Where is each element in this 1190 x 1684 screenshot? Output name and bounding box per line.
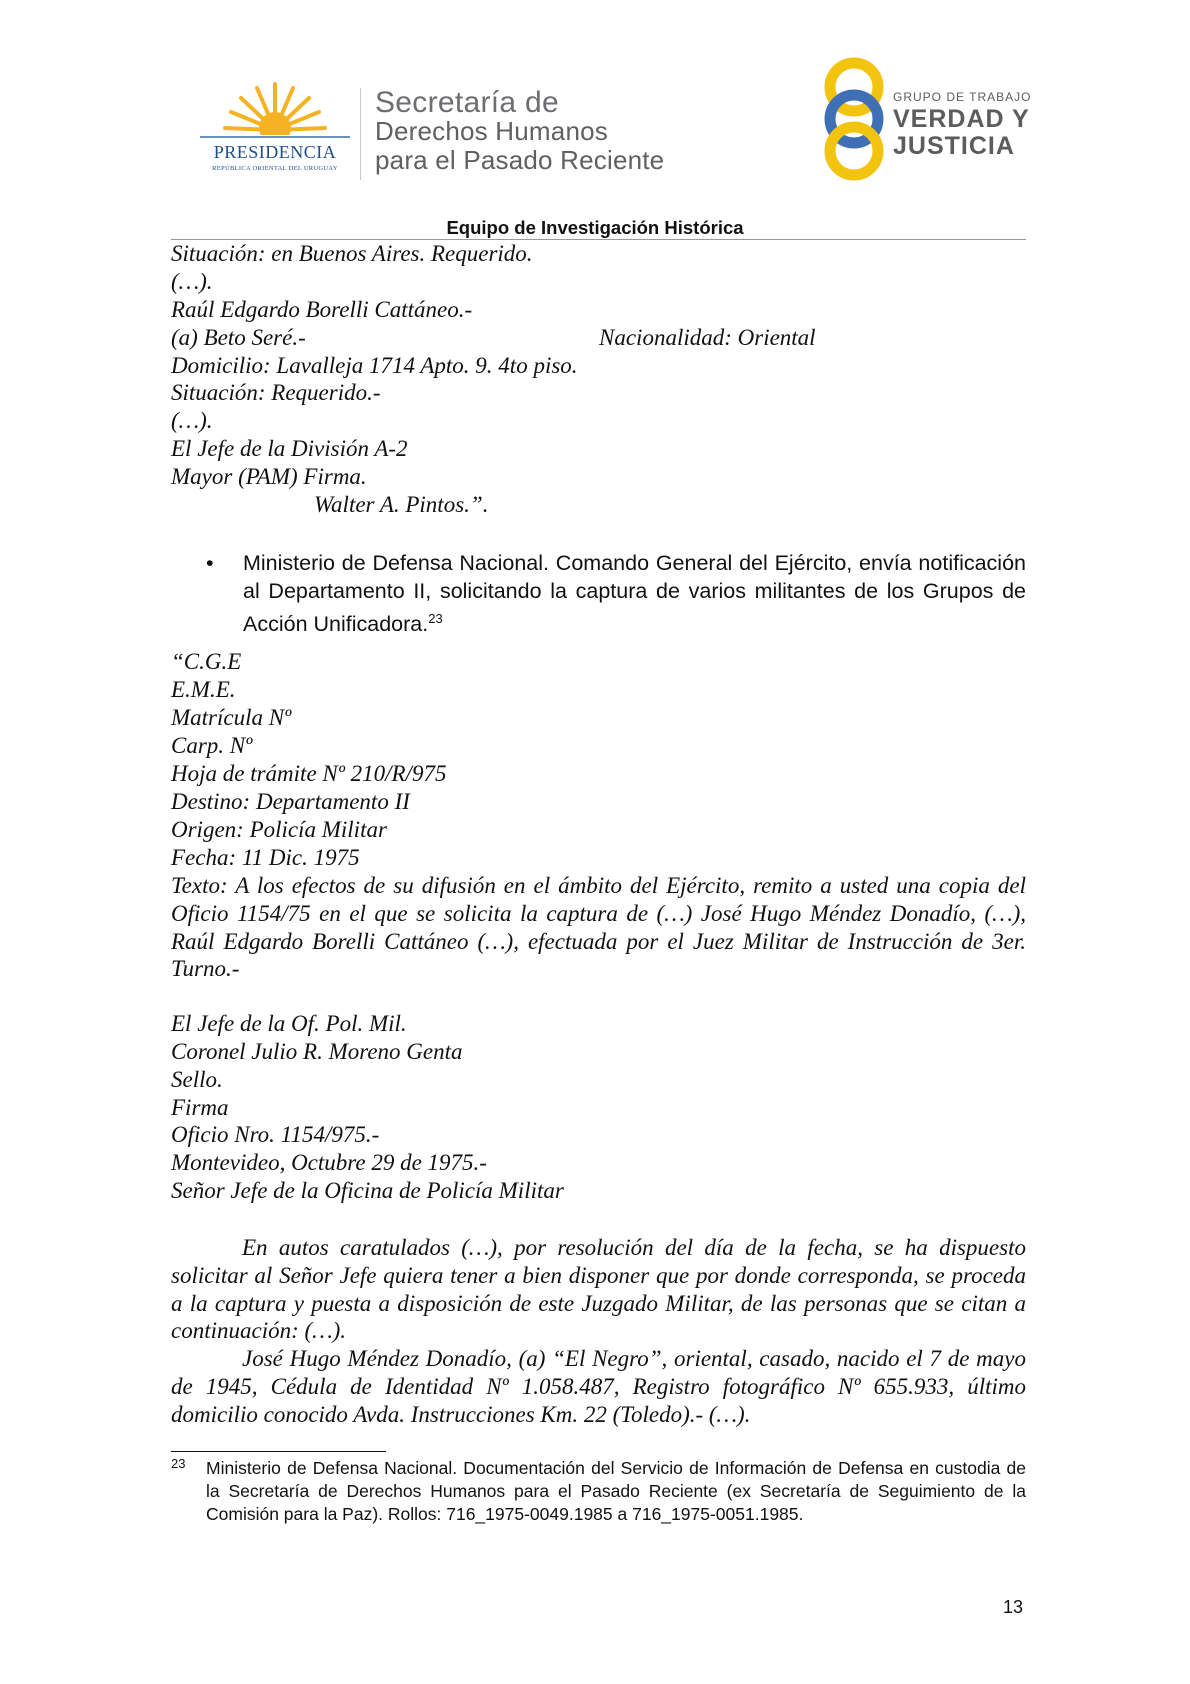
footnote-text: Ministerio de Defensa Nacional. Documentación del Servicio de Información de Defensa en custodia de la Secretaría de Derechos Humanos para el Pasado Reciente (ex Secretaría de Seguimiento de la Comisión para la Paz). Rollos: 716_1975-0049.1985 a 716_1975-0051.1985. (206, 1458, 1026, 1524)
bullet-text (243, 549, 1026, 638)
text-line: Situación: Requerido.- (171, 380, 381, 405)
text-line: (a) Beto Seré.- (171, 325, 306, 350)
text-line: Destino: Departamento II (171, 789, 410, 814)
text-line: Montevideo, Octubre 29 de 1975.- (171, 1150, 487, 1175)
texto-paragraph: Texto: A los efectos de su difusión en el ámbito del Ejército, remito a usted una copia del Oficio 1154/75 en el que se solicita la captura de (…) José Hugo Méndez Donadío, (…), Raúl Edgardo Borelli Cattáneo (…), efectuada por el Juez Militar de Instrucción de 3er. Turno.- (171, 873, 1026, 982)
nationality-text: Nacionalidad: Oriental (599, 325, 816, 350)
presidencia-label: PRESIDENCIA (213, 142, 337, 162)
text-line: E.M.E. (171, 677, 236, 702)
page-header-title: Equipo de Investigación Histórica (446, 217, 744, 238)
text-line: Hoja de trámite Nº 210/R/975 (171, 761, 447, 786)
text-line: (…). (171, 269, 213, 294)
bullet-icon: • (206, 551, 214, 575)
secretaria-line2: Derechos Humanos (375, 116, 608, 146)
justicia-label: JUSTICIA (893, 132, 1015, 160)
secretaria-line3: para el Pasado Reciente (375, 145, 665, 175)
footnote-rule (171, 1451, 386, 1452)
sun-emblem-icon (195, 80, 355, 150)
text-line: Origen: Policía Militar (171, 817, 387, 842)
text-line: Sello. (171, 1067, 223, 1092)
republica-label: REPÚBLICA ORIENTAL DEL URUGUAY (212, 165, 338, 172)
footnote-number: 23 (171, 1456, 186, 1471)
text-line: Coronel Julio R. Moreno Genta (171, 1039, 463, 1064)
verdad-label: VERDAD Y (893, 105, 1030, 133)
text-line: Mayor (PAM) Firma. (171, 464, 367, 489)
presidencia-logo (195, 80, 355, 180)
secretaria-line1: Secretaría de (375, 86, 560, 119)
signature-text: Walter A. Pintos.”. (314, 492, 489, 517)
verdad-justicia-logo (820, 57, 1040, 182)
text-line: El Jefe de la Of. Pol. Mil. (171, 1011, 407, 1036)
footnote-ref[interactable]: 23 (428, 611, 443, 626)
page-number: 13 (1003, 1597, 1024, 1617)
text-line: Situación: en Buenos Aires. Requerido. (171, 241, 533, 266)
text-line: El Jefe de la División A-2 (171, 436, 408, 461)
text-line: Oficio Nro. 1154/975.- (171, 1122, 380, 1147)
autos-paragraph: En autos caratulados (…), por resolución del día de la fecha, se ha dispuesto solicitar al Señor Jefe quiera tener a bien disponer que por donde corresponda, se proceda a la captura y puesta a disposición de este Juzgado Militar, de las personas que se citan a continuación: (…). (171, 1235, 1026, 1344)
secretaria-title (375, 88, 664, 175)
text-line: Fecha: 11 Dic. 1975 (171, 845, 360, 870)
mendez-paragraph: José Hugo Méndez Donadío, (a) “El Negro”, oriental, casado, nacido el 7 de mayo de 1945, Cédula de Identidad Nº 1.058.487, Registro fotográfico Nº 655.933, último domicilio conocido Avda. Instrucciones Km. 22 (Toledo).- (…). (171, 1346, 1026, 1427)
text-line: Carp. Nº (171, 733, 253, 758)
text-line: Raúl Edgardo Borelli Cattáneo.- (171, 297, 473, 322)
text-line: Firma (171, 1095, 229, 1120)
grupo-trabajo-label: GRUPO DE TRABAJO (893, 90, 1032, 104)
chain-links-icon (820, 57, 890, 182)
text-line: Domicilio: Lavalleja 1714 Apto. 9. 4to piso. (171, 353, 578, 378)
text-line: Matrícula Nº (171, 705, 292, 730)
bullet-text-content: Ministerio de Defensa Nacional. Comando General del Ejército, envía notificación al Departamento II, solicitando la captura de varios militantes de los Grupos de Acción Unificadora. (243, 551, 1026, 637)
text-line: Señor Jefe de la Oficina de Policía Militar (171, 1178, 564, 1203)
text-line: “C.G.E (171, 649, 242, 674)
text-line: (…). (171, 408, 213, 433)
header-rule (171, 239, 1026, 240)
logo-divider (360, 88, 361, 180)
